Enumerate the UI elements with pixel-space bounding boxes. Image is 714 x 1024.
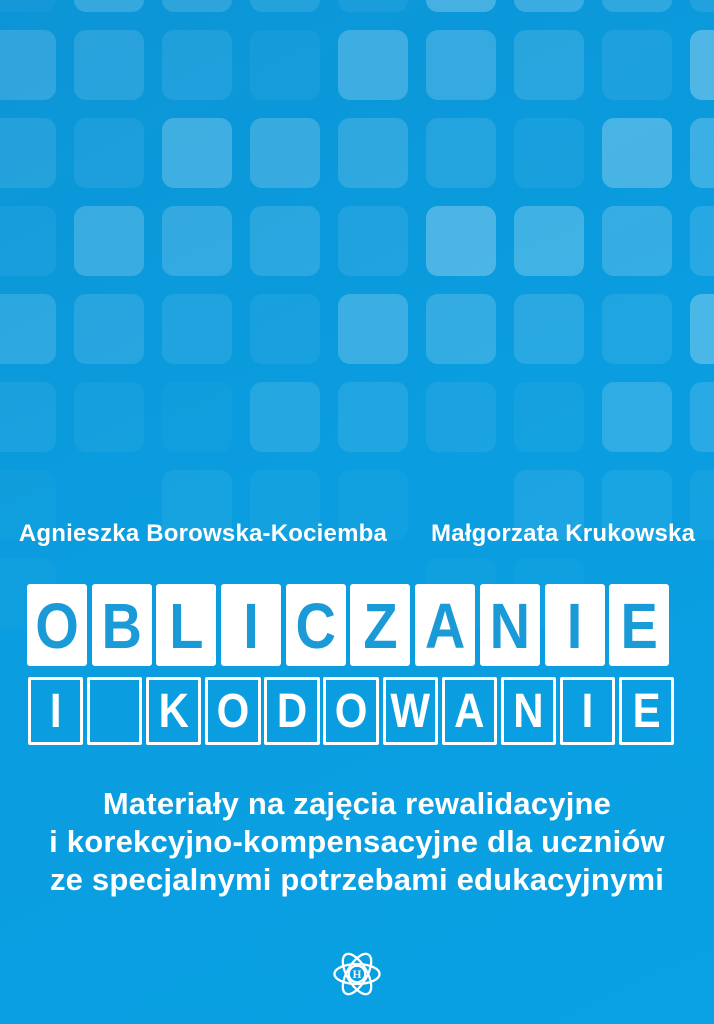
pattern-square (162, 118, 232, 188)
pattern-square (602, 30, 672, 100)
letter-tile (619, 677, 674, 745)
tile-letter: N (513, 683, 544, 738)
pattern-square (0, 294, 56, 364)
letter-tile (442, 677, 497, 745)
letter-tile (27, 584, 87, 666)
letter-tile (286, 584, 346, 666)
pattern-square (690, 206, 714, 276)
pattern-square (690, 118, 714, 188)
pattern-square (690, 30, 714, 100)
pattern-square (426, 0, 496, 12)
letter-tile (350, 584, 410, 666)
pattern-square (602, 0, 672, 12)
tile-letter: O (334, 683, 368, 738)
tile-letter: E (620, 588, 658, 662)
author-name-2: Małgorzata Krukowska (431, 520, 696, 547)
tile-letter: A (424, 588, 466, 662)
tile-letter: D (276, 683, 308, 738)
tile-letter: I (566, 588, 583, 662)
pattern-square (514, 0, 584, 12)
empty-tile (87, 677, 142, 745)
tile-letter: K (158, 683, 189, 738)
tile-letter: I (243, 588, 259, 662)
letter-tile (28, 677, 83, 745)
title-word-obliczanie (27, 584, 669, 666)
title-word-i-kodowanie (28, 677, 674, 745)
pattern-square (162, 206, 232, 276)
pattern-square (0, 0, 56, 12)
pattern-square (162, 382, 232, 452)
pattern-square (338, 382, 408, 452)
pattern-square (338, 30, 408, 100)
pattern-square (250, 118, 320, 188)
tile-letter: A (454, 683, 485, 738)
letter-tile (146, 677, 201, 745)
authors-line (0, 520, 714, 548)
pattern-square (514, 382, 584, 452)
pattern-square (0, 30, 56, 100)
tile-letter: O (216, 683, 250, 738)
pattern-square (162, 0, 232, 12)
letter-tile (264, 677, 319, 745)
pattern-square (426, 118, 496, 188)
letter-tile (323, 677, 378, 745)
pattern-square (426, 206, 496, 276)
pattern-square (338, 206, 408, 276)
pattern-square (602, 118, 672, 188)
pattern-square (74, 118, 144, 188)
letter-tile (221, 584, 281, 666)
tile-letter: I (581, 683, 594, 738)
pattern-square (162, 30, 232, 100)
pattern-square (250, 30, 320, 100)
publisher-logo (0, 950, 714, 998)
tile-letter: E (632, 683, 661, 738)
tile-letter: Z (363, 588, 398, 662)
pattern-square (426, 294, 496, 364)
tile-letter: I (49, 683, 62, 738)
pattern-square (602, 206, 672, 276)
letter-tile (560, 677, 615, 745)
pattern-square (0, 118, 56, 188)
tile-letter: W (390, 683, 431, 738)
pattern-square (690, 0, 714, 12)
pattern-square (338, 294, 408, 364)
pattern-square (602, 382, 672, 452)
letter-tile (609, 584, 669, 666)
pattern-square (74, 206, 144, 276)
author-name-1: Agnieszka Borowska-Kociemba (18, 520, 388, 547)
pattern-square (338, 118, 408, 188)
letter-tile (545, 584, 605, 666)
pattern-square (250, 206, 320, 276)
letter-tile (205, 677, 260, 745)
pattern-square (690, 294, 714, 364)
letter-tile (383, 677, 438, 745)
tile-letter: B (101, 588, 142, 662)
subtitle (0, 785, 714, 899)
letter-tile (501, 677, 556, 745)
pattern-square (0, 382, 56, 452)
pattern-square (74, 30, 144, 100)
pattern-square (0, 206, 56, 276)
pattern-square (514, 294, 584, 364)
publisher-logo-letter: H (352, 968, 362, 981)
letter-tile (92, 584, 152, 666)
pattern-square (74, 382, 144, 452)
pattern-square (250, 0, 320, 12)
pattern-square (514, 118, 584, 188)
pattern-square (250, 382, 320, 452)
pattern-square (514, 30, 584, 100)
subtitle-line-3: ze specjalnymi potrzebami edukacyjnymi (49, 862, 665, 897)
tile-letter: N (489, 588, 531, 662)
tile-letter: C (295, 588, 336, 662)
pattern-square (690, 382, 714, 452)
pattern-square (162, 294, 232, 364)
tile-letter: O (35, 588, 79, 662)
letter-tile (415, 584, 475, 666)
subtitle-line-2: i korekcyjno-kompensacyjne dla uczniów (49, 824, 665, 859)
atom-icon (331, 950, 383, 998)
tile-letter: L (169, 588, 204, 662)
pattern-square (74, 294, 144, 364)
pattern-square (426, 382, 496, 452)
subtitle-line-1: Materiały na zajęcia rewalidacyjne (102, 786, 612, 821)
pattern-square (250, 294, 320, 364)
letter-tile (480, 584, 540, 666)
pattern-square (602, 294, 672, 364)
pattern-square (74, 0, 144, 12)
pattern-square (514, 206, 584, 276)
pattern-square (426, 30, 496, 100)
pattern-square (338, 0, 408, 12)
letter-tile (156, 584, 216, 666)
